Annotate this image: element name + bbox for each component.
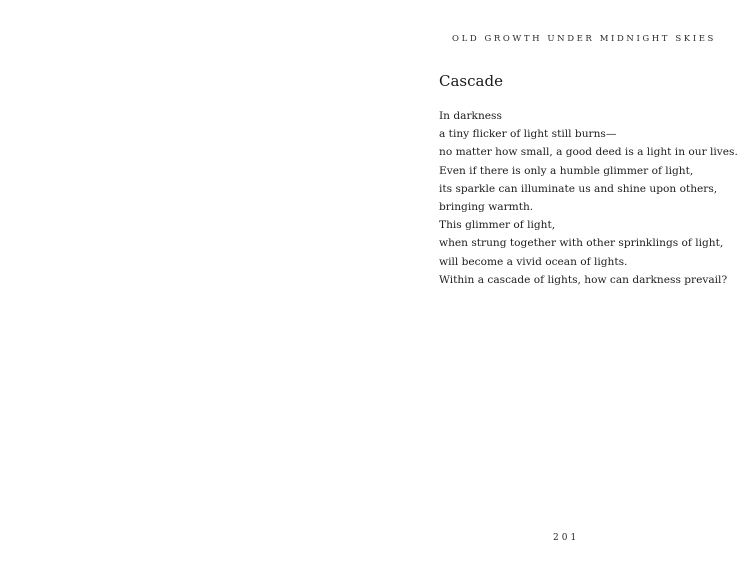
poem-line: a tiny flicker of light still burns— [439, 128, 617, 141]
poem-line: This glimmer of light, [439, 219, 556, 232]
poem-line: when strung together with other sprinklings of light, [439, 237, 724, 250]
poem-line: will become a vivid ocean of lights. [439, 255, 628, 268]
poem-line: Within a cascade of lights, how can darkness prevail? [439, 273, 728, 286]
poem-body [439, 107, 738, 289]
poem-title: Cascade [439, 72, 503, 90]
poem-line: no matter how small, a good deed is a light in our lives. [439, 146, 738, 159]
page-number: 201 [553, 533, 580, 543]
poem-line: its sparkle can illuminate us and shine upon others, [439, 182, 718, 195]
running-head: OLD GROWTH UNDER MIDNIGHT SKIES [452, 34, 716, 44]
poem-line: Even if there is only a humble glimmer of light, [439, 164, 694, 177]
poem-line: In darkness [439, 110, 502, 122]
poem-line: bringing warmth. [439, 201, 534, 214]
